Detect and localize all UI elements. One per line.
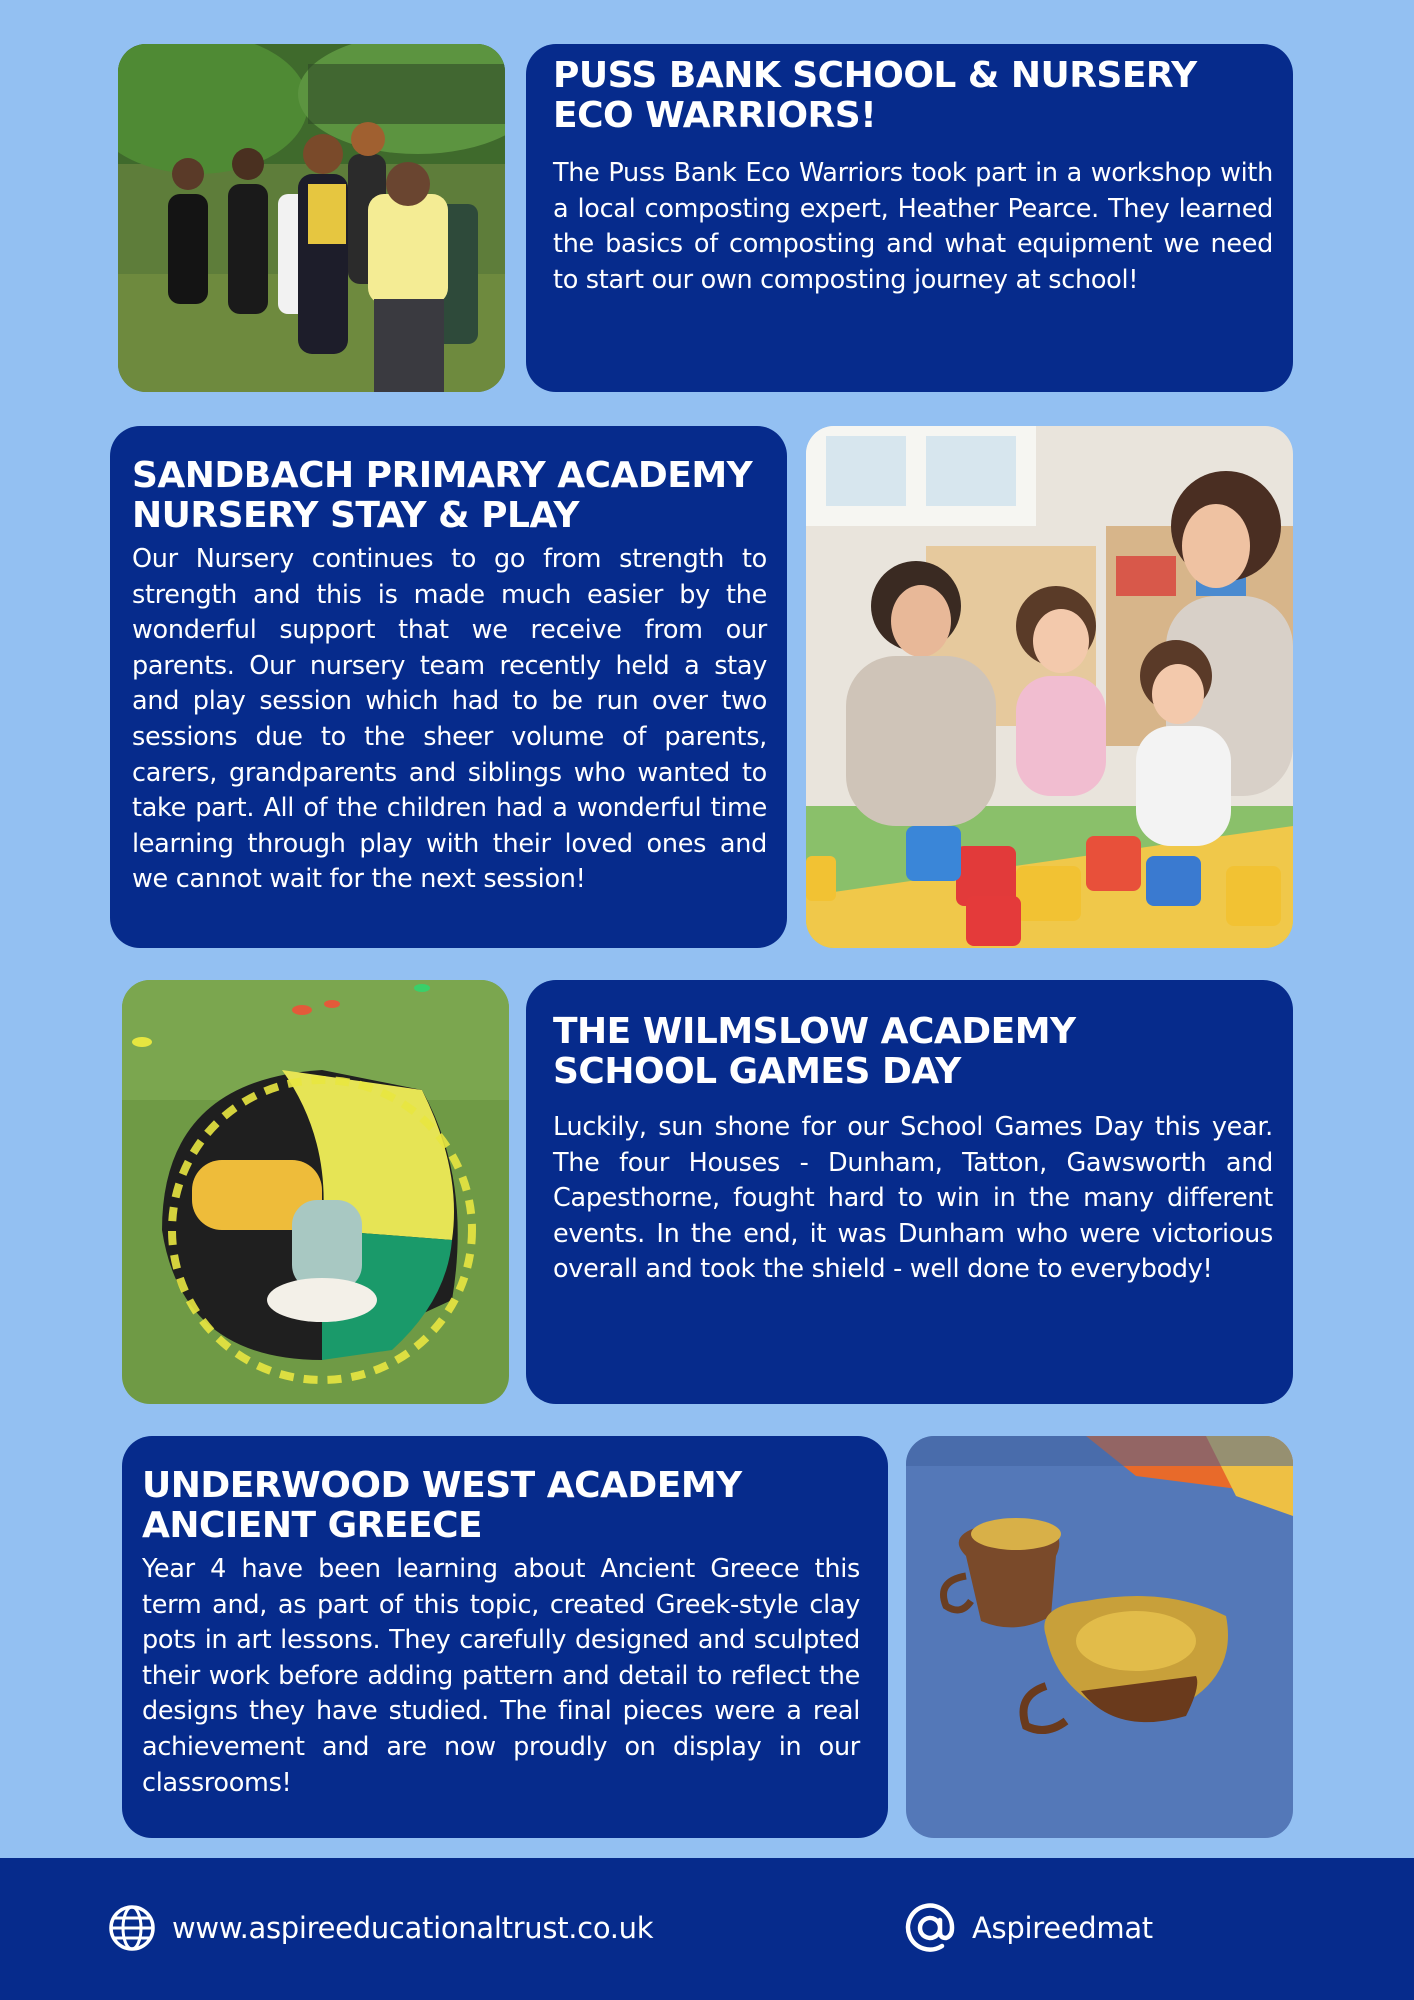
story-title-line1: SANDBACH PRIMARY ACADEMY: [132, 455, 753, 496]
website-url: www.aspireeducationaltrust.co.uk: [172, 1911, 654, 1945]
story-title: [142, 1466, 860, 1546]
story-title-line1: PUSS BANK SCHOOL & NURSERY: [553, 55, 1197, 96]
story-card-sandbach: [110, 426, 787, 948]
story-body: Our Nursery continues to go from strength to strength and this is made much easier by the wonderful support that we receive from our parents. Our nursery team recently held a stay and play session which had to be run over two sessions due to the sheer volume of parents, carers, grandparents and siblings who wanted to take part. All of the children had a wonderful time learning through play with their loved ones and we cannot wait for the next session!: [132, 544, 767, 895]
story-title-line1: THE WILMSLOW ACADEMY: [553, 1011, 1076, 1052]
website-link[interactable]: [108, 1902, 653, 1954]
footer: [0, 1858, 1414, 2000]
story-title-line2: ANCIENT GREECE: [142, 1505, 483, 1546]
story-body: Year 4 have been learning about Ancient Greece this term and, as part of this topic, created Greek-style clay pots in art lessons. They carefully designed and sculpted their work before adding pattern and detail to reflect the designs they have studied. The final pieces were a real achievement and are now proudly on display in our classrooms!: [142, 1554, 860, 1798]
story-card-puss-bank: [526, 44, 1293, 392]
story-title-line2: NURSERY STAY & PLAY: [132, 495, 579, 536]
eco-warriors-photo: [118, 44, 505, 392]
story-title: [132, 456, 767, 536]
story-body: Luckily, sun shone for our School Games Day this year. The four Houses - Dunham, Tatton, Gawsworth and Capesthorne, fought hard to win in the many different events. In the end, it was Dunham who were victorious overall and took the shield - well done to everybody!: [553, 1112, 1273, 1285]
story-title: [553, 1012, 1273, 1092]
story-card-wilmslow: [526, 980, 1293, 1404]
stay-and-play-photo: [806, 426, 1293, 948]
story-title: [553, 56, 1273, 136]
games-day-photo: [122, 980, 509, 1404]
story-title-line1: UNDERWOOD WEST ACADEMY: [142, 1465, 742, 1506]
story-title-line2: ECO WARRIORS!: [553, 95, 877, 136]
story-body: The Puss Bank Eco Warriors took part in a workshop with a local composting expert, Heather Pearce. They learned the basics of composting and what equipment we need to start our own composting journey at school!: [553, 158, 1273, 295]
story-title-line2: SCHOOL GAMES DAY: [553, 1051, 961, 1092]
story-card-underwood-west: [122, 1436, 888, 1838]
at-sign-icon: [904, 1902, 956, 1954]
social-handle: Aspireedmat: [972, 1911, 1153, 1945]
social-handle-link[interactable]: [904, 1902, 1153, 1954]
clay-pots-photo: [906, 1436, 1293, 1838]
globe-icon: [108, 1904, 156, 1952]
